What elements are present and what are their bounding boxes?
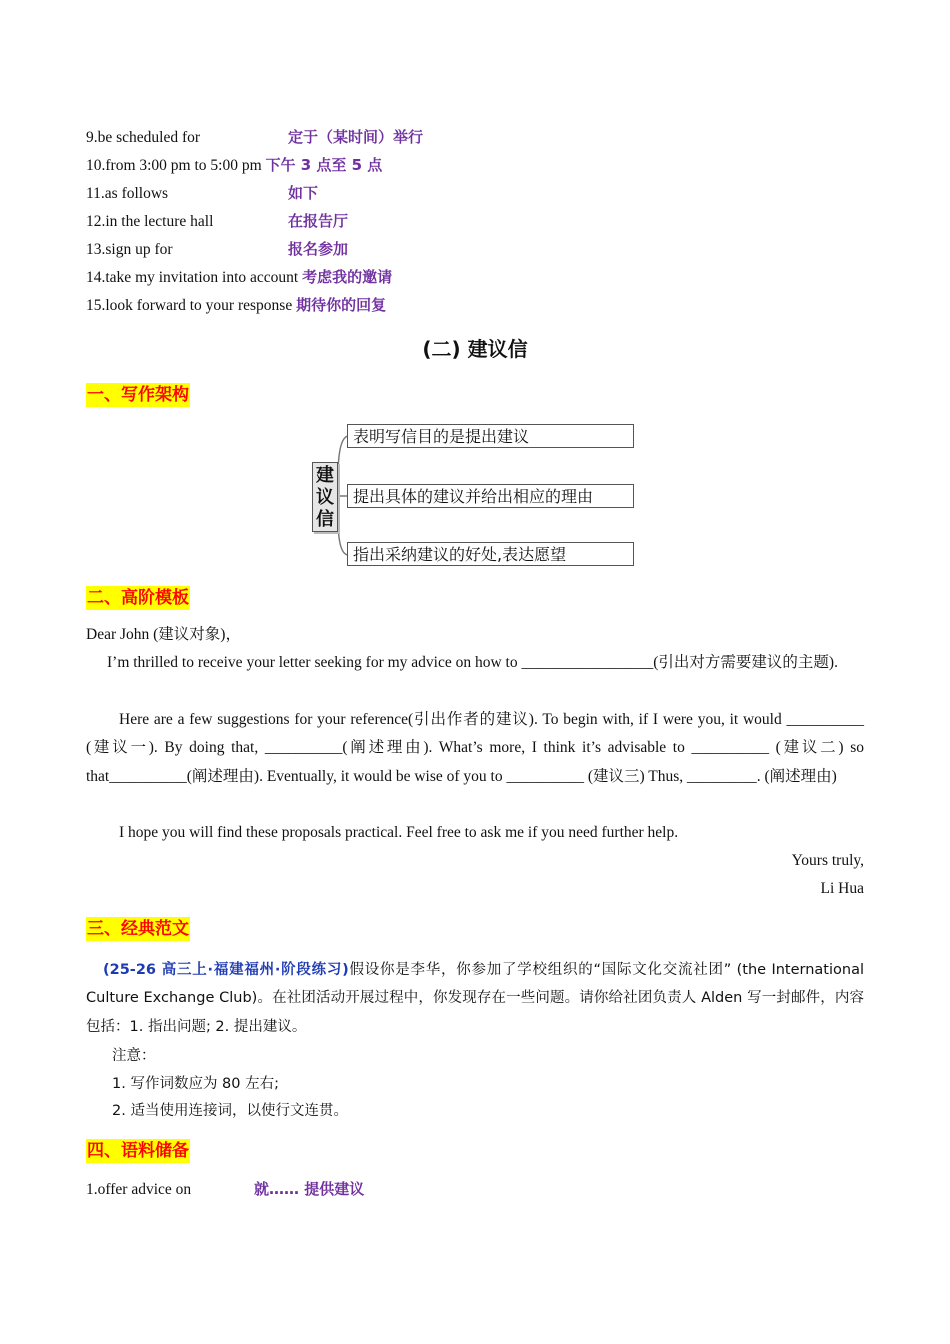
template-closing: Yours truly, (791, 852, 864, 869)
phrase-row (86, 154, 382, 177)
diagram-box-1: 表明写信目的是提出建议 (347, 424, 634, 448)
example-note-1: 1. 写作词数应为 80 左右; (112, 1076, 279, 1092)
diagram-box-3: 指出采纳建议的好处,表达愿望 (347, 542, 634, 566)
phrase-cn: 考虑我的邀请 (302, 268, 393, 286)
heading-writing-structure: 一、写作架构 (87, 385, 189, 405)
phrase-row (86, 238, 348, 261)
phrase-cn: 在报告厅 (288, 212, 349, 230)
heading-classic-example: 三、经典范文 (87, 919, 189, 939)
example-source: (25-26 高三上·福建福州·阶段练习) (103, 962, 349, 978)
heading-corpus: 四、语料储备 (87, 1141, 189, 1161)
phrase-en: 10.from 3:00 pm to 5:00 pm (86, 157, 262, 174)
diagram-center-label: 建议信 (312, 462, 338, 532)
phrase-cn: 下午 3 点至 5 点 (265, 156, 383, 174)
phrase-row (86, 182, 318, 205)
phrase-row (86, 210, 348, 233)
structure-diagram (310, 418, 640, 574)
diagram-box-2: 提出具体的建议并给出相应的理由 (347, 484, 634, 508)
phrase-en: 11.as follows (86, 185, 169, 202)
phrase-row (86, 1178, 364, 1201)
example-note-label: 注意： (112, 1048, 156, 1064)
phrase-en: 1.offer advice on (86, 1181, 192, 1198)
phrase-row (86, 126, 423, 149)
example-note-2: 2. 适当使用连接词，以使行文连贯。 (112, 1103, 348, 1119)
phrase-cn: 报名参加 (288, 240, 349, 258)
phrase-cn: 定于（某时间）举行 (288, 128, 424, 146)
section-title: (二) 建议信 (422, 337, 528, 361)
phrase-cn: 如下 (288, 184, 319, 202)
phrase-en: 9.be scheduled for (86, 129, 201, 146)
phrase-en: 12.in the lecture hall (86, 213, 214, 230)
template-paragraph-1: I’m thrilled to receive your letter seeking for my advice on how to _________________(引出对方需要建议的主题). (107, 654, 838, 671)
phrase-en: 14.take my invitation into account (86, 269, 299, 286)
phrase-cn: 就…… 提供建议 (254, 1180, 365, 1198)
template-paragraph-2: Here are a few suggestions for your reference(引出作者的建议). To begin with, if I were you, it would __________ (建议一). By doing that, __________(阐述理由). What’s more, I think it’s advisable to __________ (建议二) so that__________(阐述理由). Eventually, it would be wise of you to __________ (建议三) Thus, _________. (阐述理由) (86, 711, 864, 785)
example-prompt-text: 假设你是李华，你参加了学校组织的“国际文化交流社团” (the International Culture Exchange Club)。在社团活动开展过程中，你发现存在一些问题。请你给社团负责人 Alden 写一封邮件，内容包括：1. 指出问题; 2. 提出建议。 (86, 962, 864, 1035)
example-prompt (86, 956, 864, 1041)
template-signature: Li Hua (820, 880, 864, 897)
phrase-row (86, 294, 386, 317)
phrase-en: 15.look forward to your response (86, 297, 293, 314)
template-greeting: Dear John (建议对象)， (86, 626, 241, 643)
template-paragraph-3: I hope you will find these proposals practical. Feel free to ask me if you need further help. (119, 824, 679, 841)
heading-advanced-template: 二、高阶模板 (87, 588, 189, 608)
phrase-row (86, 266, 392, 289)
phrase-cn: 期待你的回复 (296, 296, 387, 314)
phrase-en: 13.sign up for (86, 241, 173, 258)
